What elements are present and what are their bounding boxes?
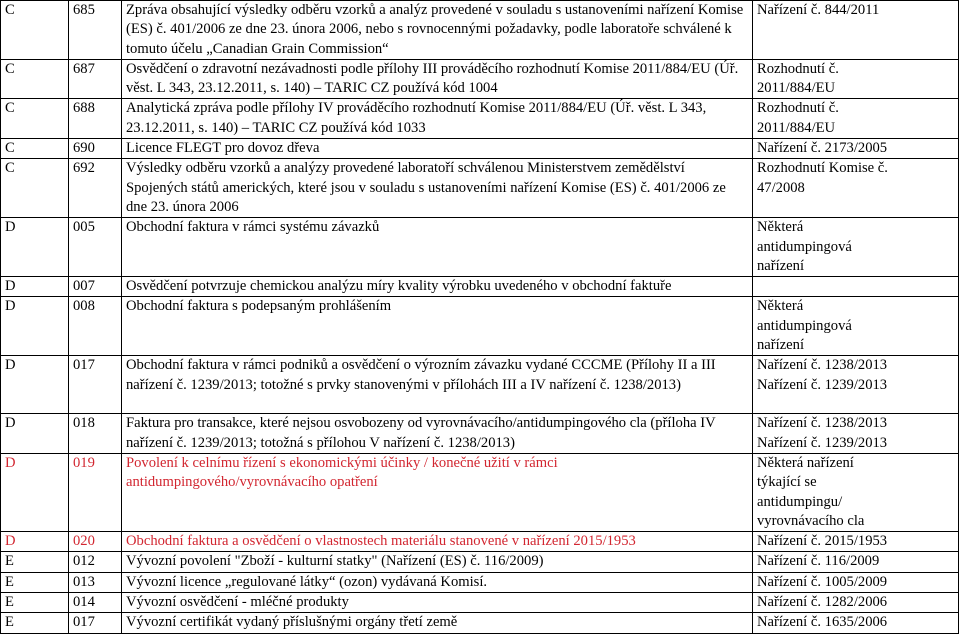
- reference-line: nařízení: [757, 257, 804, 274]
- row-reference-cell: [753, 532, 959, 552]
- reference-line: Rozhodnutí Komise č.: [757, 160, 888, 177]
- table-row: [1, 552, 959, 572]
- table-row: [1, 414, 959, 454]
- table-row: [1, 277, 959, 297]
- row-description-cell: Vývozní licence „regulované látky“ (ozon) vydávaná Komisí.: [122, 572, 753, 592]
- reference-line: Nařízení č. 2173/2005: [757, 140, 888, 157]
- row-description-cell: Zpráva obsahující výsledky odběru vzorků a analýz provedené v souladu s ustanoveními nařízení Komise (ES) č. 401/2006 ze dne 23. února 2006, nebo s rovnocennými požadavky, podle laboratoře schválené k tomuto účelu „Canadian Grain Commission“: [122, 1, 753, 60]
- reference-line: Nařízení č. 1238/2013: [757, 357, 888, 374]
- row-code-cell: 017: [69, 356, 122, 414]
- row-reference-cell: [753, 139, 959, 159]
- table-row: [1, 297, 959, 356]
- reference-line: Nařízení č. 1239/2013: [757, 434, 888, 451]
- row-type-cell: C: [1, 1, 69, 60]
- row-reference-cell: [753, 572, 959, 592]
- row-code-cell: 005: [69, 218, 122, 277]
- reference-line: 2011/884/EU: [757, 119, 836, 136]
- table-row: [1, 159, 959, 218]
- table-row: [1, 59, 959, 99]
- row-reference-cell: [753, 159, 959, 218]
- row-reference-cell: [753, 59, 959, 99]
- row-code-cell: 020: [69, 532, 122, 552]
- table-row: [1, 453, 959, 531]
- row-code-cell: 012: [69, 552, 122, 572]
- row-code-cell: 017: [69, 613, 122, 633]
- table-body: [1, 1, 959, 634]
- reference-line: Rozhodnutí č.: [757, 60, 839, 77]
- row-code-cell: 008: [69, 297, 122, 356]
- reference-line: Některá: [757, 219, 804, 236]
- reference-line: antidumpingová: [757, 238, 852, 255]
- row-code-cell: 013: [69, 572, 122, 592]
- row-type-cell: E: [1, 593, 69, 613]
- row-reference-cell: [753, 613, 959, 633]
- row-description-cell: Obchodní faktura s podepsaným prohlášením: [122, 297, 753, 356]
- row-description-cell: Faktura pro transakce, které nejsou osvobozeny od vyrovnávacího/antidumpingového cla (příloha IV nařízení č. 1239/2013; totožná s přílohou V nařízení č. 1238/2013): [122, 414, 753, 454]
- row-type-cell: C: [1, 59, 69, 99]
- table-row: [1, 356, 959, 414]
- row-code-cell: 018: [69, 414, 122, 454]
- row-type-cell: E: [1, 613, 69, 633]
- reference-line: Rozhodnutí č.: [757, 100, 839, 117]
- row-description-cell: Obchodní faktura v rámci systému závazků: [122, 218, 753, 277]
- reference-line: Nařízení č. 844/2011: [757, 2, 880, 18]
- row-type-cell: C: [1, 139, 69, 159]
- table-row: [1, 139, 959, 159]
- row-description-cell: Obchodní faktura v rámci podniků a osvědčení o výrozním závazku vydané CCCME (Přílohy II a III nařízení č. 1239/2013; totožné s prvky stanovenými v přílohách III a IV nařízení č. 1238/2013): [122, 356, 753, 414]
- row-type-cell: C: [1, 99, 69, 139]
- row-type-cell: E: [1, 572, 69, 592]
- row-reference-cell: [753, 552, 959, 572]
- reference-line: antidumpingová: [757, 317, 852, 334]
- reference-line: Nařízení č. 1239/2013: [757, 376, 888, 393]
- reference-line: Některá nařízení: [757, 454, 854, 471]
- row-reference-cell: [753, 356, 959, 414]
- row-code-cell: 019: [69, 453, 122, 531]
- reference-line: vyrovnávacího cla: [757, 512, 865, 529]
- reference-line: nařízení: [757, 337, 804, 354]
- table-row: [1, 218, 959, 277]
- row-type-cell: D: [1, 218, 69, 277]
- table-row: [1, 613, 959, 633]
- table-row: [1, 593, 959, 613]
- row-description-cell: Výsledky odběru vzorků a analýzy provedené laboratoří schválenou Ministerstvem zemědělství Spojených států amerických, které jsou v souladu s ustanoveními nařízení Komise (ES) č. 401/2006 ze dne 23. února 2006: [122, 159, 753, 218]
- row-description-cell: Licence FLEGT pro dovoz dřeva: [122, 139, 753, 159]
- row-type-cell: C: [1, 159, 69, 218]
- row-reference-cell: [753, 593, 959, 613]
- row-description-cell: Osvědčení potvrzuje chemickou analýzu míry kvality výrobku uvedeného v obchodní faktuře: [122, 277, 753, 297]
- row-code-cell: 687: [69, 59, 122, 99]
- row-code-cell: 688: [69, 99, 122, 139]
- reference-line: Nařízení č. 116/2009: [757, 553, 880, 570]
- row-description-cell: Analytická zpráva podle přílohy IV prováděcího rozhodnutí Komise 2011/884/EU (Úř. věst. L 343, 23.12.2011, s. 140) – TARIC CZ používá kód 1033: [122, 99, 753, 139]
- row-reference-cell: [753, 1, 959, 60]
- row-code-cell: 692: [69, 159, 122, 218]
- row-type-cell: D: [1, 414, 69, 454]
- row-reference-cell: [753, 453, 959, 531]
- reference-line: Nařízení č. 1635/2006: [757, 614, 888, 631]
- row-code-cell: 685: [69, 1, 122, 60]
- table-row: [1, 99, 959, 139]
- reference-line: 47/2008: [757, 179, 805, 196]
- row-code-cell: 690: [69, 139, 122, 159]
- table-row: [1, 1, 959, 60]
- reference-line: Nařízení č. 1005/2009: [757, 573, 888, 590]
- row-type-cell: D: [1, 277, 69, 297]
- table-row: [1, 572, 959, 592]
- row-description-cell: Vývozní osvědčení - mléčné produkty: [122, 593, 753, 613]
- row-description-cell: Vývozní povolení "Zboží - kulturní statky" (Nařízení (ES) č. 116/2009): [122, 552, 753, 572]
- row-reference-cell: [753, 297, 959, 356]
- row-type-cell: D: [1, 532, 69, 552]
- row-code-cell: 014: [69, 593, 122, 613]
- reference-line: Některá: [757, 298, 804, 315]
- reference-line: Nařízení č. 1282/2006: [757, 594, 888, 611]
- row-reference-cell: [753, 99, 959, 139]
- row-description-cell: Obchodní faktura a osvědčení o vlastnostech materiálu stanovené v nařízení 2015/1953: [122, 532, 753, 552]
- table-row: [1, 532, 959, 552]
- row-type-cell: D: [1, 356, 69, 414]
- row-description-cell: Osvědčení o zdravotní nezávadnosti podle přílohy III prováděcího rozhodnutí Komise 2011/884/EU (Úř. věst. L 343, 23.12.2011, s. 140) – TARIC CZ používá kód 1004: [122, 59, 753, 99]
- row-description-cell: Povolení k celnímu řízení s ekonomickými účinky / konečné užití v rámci antidumpingového/vyrovnávacího opatření: [122, 453, 753, 531]
- row-description-cell: Vývozní certifikát vydaný příslušnými orgány třetí země: [122, 613, 753, 633]
- row-reference-cell: [753, 414, 959, 454]
- reference-line: Nařízení č. 1238/2013: [757, 415, 888, 432]
- row-code-cell: 007: [69, 277, 122, 297]
- row-type-cell: E: [1, 552, 69, 572]
- reference-line: antidumpingu/: [757, 493, 843, 510]
- reference-line: Nařízení č. 2015/1953: [757, 533, 888, 550]
- row-reference-cell: [753, 218, 959, 277]
- row-reference-cell: [753, 277, 959, 297]
- row-type-cell: D: [1, 297, 69, 356]
- row-type-cell: D: [1, 453, 69, 531]
- reference-line: týkající se: [757, 474, 817, 491]
- reference-line: 2011/884/EU: [757, 80, 836, 97]
